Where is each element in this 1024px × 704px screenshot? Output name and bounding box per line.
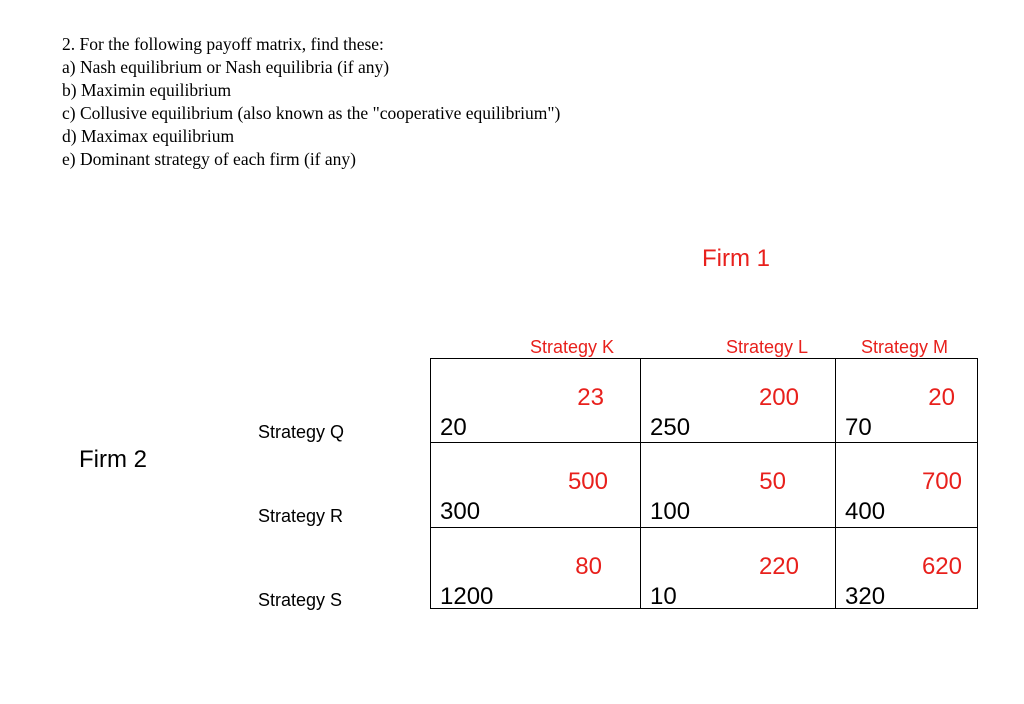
firm1-payoff: 23 bbox=[577, 384, 604, 411]
firm2-payoff: 250 bbox=[650, 414, 691, 441]
firm1-payoff: 80 bbox=[575, 553, 602, 580]
firm2-payoff: 300 bbox=[440, 498, 481, 525]
question-line: b) Maximin equilibrium bbox=[62, 80, 232, 100]
firm2-payoff: 10 bbox=[650, 583, 677, 609]
question-line: c) Collusive equilibrium (also known as the "cooperative equilibrium") bbox=[62, 103, 561, 123]
question-line: a) Nash equilibrium or Nash equilibria (if any) bbox=[62, 57, 390, 77]
question-line: d) Maximax equilibrium bbox=[62, 126, 235, 146]
firm2-payoff: 400 bbox=[845, 498, 886, 525]
column-player-label: Firm 1 bbox=[702, 245, 770, 272]
row-header: Strategy S bbox=[258, 590, 343, 610]
firm1-payoff: 220 bbox=[758, 553, 799, 580]
payoff-matrix bbox=[430, 358, 978, 609]
row-player-label: Firm 2 bbox=[79, 446, 147, 473]
question-line: e) Dominant strategy of each firm (if any) bbox=[62, 149, 356, 169]
firm2-payoff: 100 bbox=[650, 498, 691, 525]
firm1-payoff: 620 bbox=[921, 553, 962, 580]
row-header: Strategy Q bbox=[258, 422, 345, 442]
row-divider bbox=[431, 442, 977, 443]
firm1-payoff: 700 bbox=[921, 468, 962, 495]
column-divider bbox=[640, 359, 641, 608]
column-divider bbox=[835, 359, 836, 608]
firm1-payoff: 500 bbox=[567, 468, 608, 495]
firm1-payoff: 50 bbox=[759, 468, 786, 495]
column-header: Strategy L bbox=[726, 337, 809, 357]
firm2-payoff: 320 bbox=[845, 583, 886, 609]
column-header: Strategy M bbox=[861, 337, 949, 357]
firm2-payoff: 70 bbox=[845, 414, 872, 441]
firm2-payoff: 1200 bbox=[440, 583, 494, 609]
firm1-payoff: 200 bbox=[758, 384, 799, 411]
row-divider bbox=[431, 527, 977, 528]
firm2-payoff: 20 bbox=[440, 414, 467, 441]
firm1-payoff: 20 bbox=[928, 384, 955, 411]
column-header: Strategy K bbox=[530, 337, 615, 357]
question-line: 2. For the following payoff matrix, find these: bbox=[62, 34, 384, 54]
question-text bbox=[62, 33, 560, 171]
row-header: Strategy R bbox=[258, 506, 344, 526]
